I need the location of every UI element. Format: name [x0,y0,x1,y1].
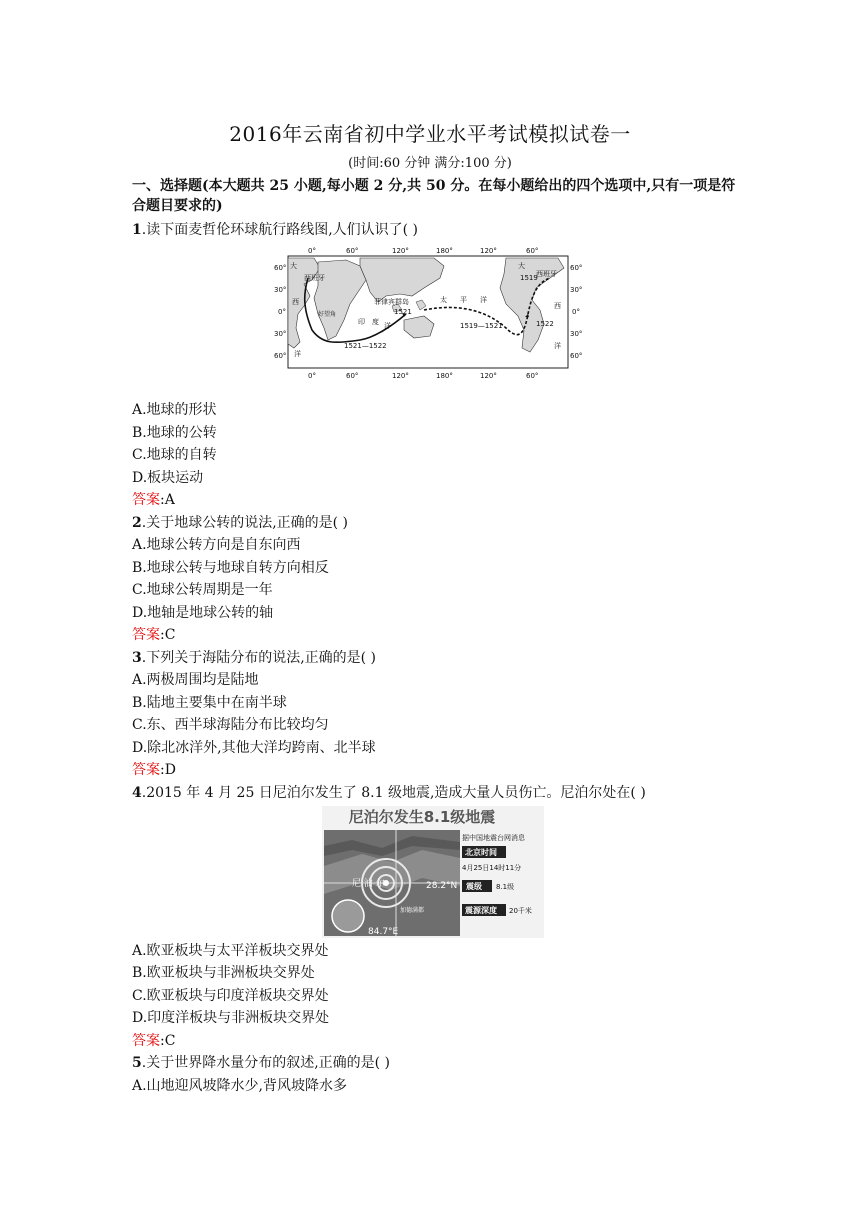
map-label: 印 [358,318,365,326]
depth-value: 20千米 [509,907,532,915]
exam-time-score: (时间:60 分钟 满分:100 分) [348,156,512,171]
tick-bottom: 0° [308,372,316,380]
answer-value: :C [160,627,176,643]
question-number: 5 [132,1055,142,1071]
tick-bottom: 60° [346,372,359,380]
infographic-headline: 尼泊尔发生8.1级地震 [348,808,496,826]
latitude-label: 28.2°N [426,881,458,891]
tick-top: 180° [436,247,453,255]
question-text: .2015 年 4 月 25 日尼泊尔发生了 8.1 级地震,造成大量人员伤亡。尼泊尔处在( ) [141,785,646,801]
answer-label: 答案 [132,627,160,643]
map-label: 菲律宾群岛 [374,298,409,306]
option-c: C.东、西半球海陆分布比较均匀 [132,717,329,733]
map-label: 好望角 [318,311,337,318]
nepal-earthquake-infographic [322,806,544,938]
map-label: 1521 [394,308,412,316]
tick-bottom: 60° [526,372,539,380]
globe-icon [332,900,364,932]
option-c: C.地球的自转 [132,447,217,463]
question-text: .读下面麦哲伦环球航行路线图,人们认识了( ) [141,222,419,238]
question-4-stem [132,784,646,802]
tick-left: 30° [274,330,287,338]
depth-tag: 震源深度 [465,906,497,915]
magnitude-value: 8.1级 [496,883,515,891]
answer-label: 答案 [132,1033,160,1049]
question-2-stem [132,514,348,532]
map-label: 洋 [480,296,487,304]
answer-label: 答案 [132,762,160,778]
page-title: 2016年云南省初中学业水平考试模拟试卷一 [229,122,631,146]
map-label: 西班牙 [536,270,557,278]
map-label: 西 [554,302,561,310]
question-3-stem [132,649,376,667]
map-label: 1522 [536,320,554,328]
option-c: C.欧亚板块与印度洋板块交界处 [132,988,329,1004]
magellan-route-map [274,244,582,381]
map-label: 太 [440,296,447,304]
tick-left: 0° [278,308,286,316]
option-b: B.地球的公转 [132,425,217,441]
question-number: 1 [132,222,142,238]
tick-left: 60° [274,264,287,272]
tick-top: 0° [308,247,316,255]
source-label: 据中国地震台网消息 [462,834,525,842]
map-label: 洋 [384,322,391,330]
answer-line [132,1032,175,1050]
time-value: 4月25日14时11分 [462,864,522,872]
tick-left: 30° [274,286,287,294]
tick-bottom: 120° [392,372,409,380]
time-tag: 北京时间 [465,848,497,857]
option-d: D.板块运动 [132,470,204,486]
map-label: 1519 [520,274,538,282]
option-d: D.除北冰洋外,其他大洋均跨南、北半球 [132,740,376,756]
option-c: C.地球公转周期是一年 [132,582,273,598]
longitude-label: 84.7°E [368,927,399,937]
answer-value: :C [160,1033,176,1049]
option-b: B.陆地主要集中在南半球 [132,695,287,711]
option-a: A.两极周围均是陆地 [132,672,259,688]
option-d: D.地轴是地球公转的轴 [132,605,274,621]
question-5-stem [132,1054,390,1072]
answer-line [132,491,175,509]
option-a: A.地球的形状 [132,402,217,418]
map-label: 洋 [294,350,301,358]
answer-line [132,761,176,779]
answer-line [132,626,175,644]
option-b: B.地球公转与地球自转方向相反 [132,560,329,576]
tick-top: 120° [480,247,497,255]
option-a: A.地球公转方向是自东向西 [132,537,301,553]
tick-top: 120° [392,247,409,255]
option-d: D.印度洋板块与非洲板块交界处 [132,1010,330,1026]
question-number: 2 [132,515,142,531]
question-text: .关于世界降水量分布的叙述,正确的是( ) [141,1055,391,1071]
map-label: 洋 [554,342,561,350]
tick-bottom: 180° [436,372,453,380]
tick-right: 60° [570,352,582,360]
magnitude-tag: 震级 [466,882,482,891]
tick-bottom: 120° [480,372,497,380]
question-text: .关于地球公转的说法,正确的是( ) [141,515,349,531]
question-number: 3 [132,650,142,666]
map-label: 1521—1522 [344,342,387,350]
tick-left: 60° [274,352,287,360]
question-number: 4 [132,785,142,801]
option-a: A.欧亚板块与太平洋板块交界处 [132,943,329,959]
section-heading: 一、选择题(本大题共 25 小题,每小题 2 分,共 50 分。在每小题给出的四个选项中,只有一项是符合题目要求的) [132,178,736,214]
tick-right: 60° [570,264,582,272]
tick-top: 60° [526,247,539,255]
tick-right: 0° [572,308,580,316]
map-label: 度 [372,318,379,326]
map-label: 大 [518,262,525,270]
tick-top: 60° [346,247,359,255]
option-b: B.欧亚板块与非洲板块交界处 [132,965,315,981]
option-a: A.山地迎风坡降水少,背风坡降水多 [132,1078,348,1094]
question-text: .下列关于海陆分布的说法,正确的是( ) [141,650,377,666]
country-label: 尼 泊 尔 [352,879,385,889]
tick-right: 30° [570,286,582,294]
map-label: 西班牙 [304,274,325,282]
answer-label: 答案 [132,492,160,508]
answer-value: :A [160,492,175,508]
map-label: 1519—1521 [460,322,503,330]
tick-right: 30° [570,330,582,338]
map-label: 平 [460,296,467,304]
city-label: 加德满都 [400,907,425,914]
answer-value: :D [160,762,176,778]
map-label: 大 [290,262,297,270]
question-1-stem [132,221,418,239]
map-label: 西 [292,298,299,306]
